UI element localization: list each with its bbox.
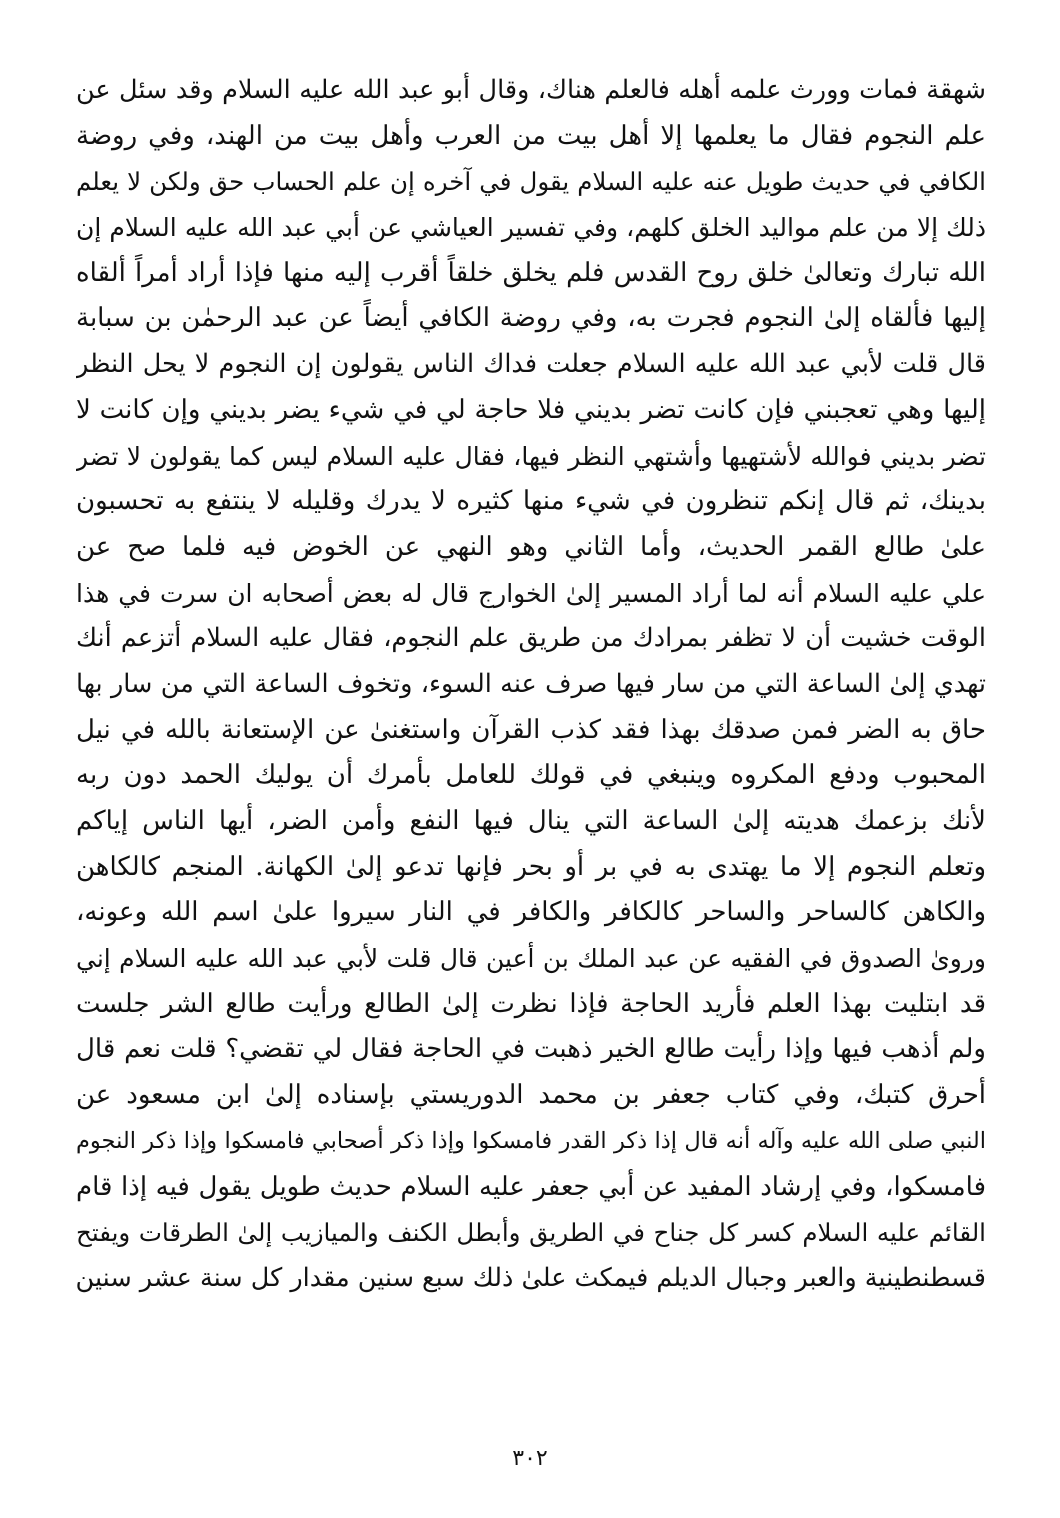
text-line: والكاهن كالساحر والساحر كالكافر والكافر في النار سيروا علىٰ اسم الله وعونه، bbox=[76, 897, 986, 928]
text-line: علي عليه السلام أنه لما أراد المسير إلىٰ الخوارج قال له بعض أصحابه ان سرت في هذا bbox=[76, 578, 986, 608]
text-line: علم النجوم فقال ما يعلمها إلا أهل بيت من العرب وأهل بيت من الهند، وفي روضة bbox=[76, 120, 986, 151]
text-line: الكافي في حديث طويل عنه عليه السلام يقول في آخره إن علم الحساب حق ولكن لا يعلم bbox=[76, 167, 986, 197]
text-line: تضر بديني فوالله لأشتهيها وأشتهي النظر فيها، فقال عليه السلام ليس كما يقولون لا تضر bbox=[76, 441, 986, 471]
text-line: وتعلم النجوم إلا ما يهتدى به في بر أو بحر فإنها تدعو إلىٰ الكهانة. المنجم كالكاهن bbox=[76, 851, 986, 882]
text-line: ورویٰ الصدوق في الفقيه عن عبد الملك بن أعين قال قلت لأبي عبد الله عليه السلام إني bbox=[76, 944, 986, 974]
text-line: الوقت خشيت أن لا تظفر بمرادك من طريق علم النجوم، فقال عليه السلام أتزعم أنك bbox=[76, 623, 986, 654]
text-line: المحبوب ودفع المكروه وينبغي في قولك للعامل بأمرك أن يوليك الحمد دون ربه bbox=[76, 760, 986, 791]
text-line: تهدي إلىٰ الساعة التي من سار فيها صرف عنه السوء، وتخوف الساعة التي من سار بها bbox=[76, 668, 986, 699]
text-line: فامسكوا، وفي إرشاد المفيد عن أبي جعفر عليه السلام حديث طويل يقول فيه إذا قام bbox=[76, 1171, 986, 1202]
text-line: إليها فألقاه إلىٰ النجوم فجرت به، وفي روضة الكافي أيضاً عن عبد الرحمٰن بن سبابة bbox=[76, 303, 986, 334]
text-line: بدينك، ثم قال إنكم تنظرون في شيء منها كثيره لا يدرك وقليله لا ينتفع به تحسبون bbox=[76, 486, 986, 517]
text-line: حاق به الضر فمن صدقك بهذا فقد كذب القرآن واستغنىٰ عن الإستعانة بالله في نيل bbox=[76, 714, 986, 745]
text-line: قال قلت لأبي عبد الله عليه السلام جعلت فداك الناس يقولون إن النجوم لا يحل النظر bbox=[76, 349, 986, 380]
text-line: أحرق كتبك، وفي كتاب جعفر بن محمد الدوريستي بإسناده إلىٰ ابن مسعود عن bbox=[76, 1080, 986, 1111]
text-line: قد ابتليت بهذا العلم فأريد الحاجة فإذا نظرت إلىٰ الطالع ورأيت طالع الشر جلست bbox=[76, 988, 986, 1019]
text-line: علىٰ طالع القمر الحديث، وأما الثاني وهو النهي عن الخوض فيه فلما صح عن bbox=[76, 531, 986, 562]
text-line: الله تبارك وتعالىٰ خلق روح القدس فلم يخلق خلقاً أقرب إليه منها فإذا أراد أمراً ألقاه bbox=[76, 257, 986, 288]
text-line: ذلك إلا من علم مواليد الخلق كلهم، وفي تفسير العياشي عن أبي عبد الله عليه السلام إن bbox=[76, 213, 986, 243]
text-line: القائم عليه السلام كسر كل جناح في الطريق وأبطل الكنف والميازيب إلىٰ الطرقات ويفتح bbox=[76, 1218, 986, 1248]
text-line: النبي صلى الله عليه وآله أنه قال إذا ذكر القدر فامسكوا وإذا ذكر أصحابي فامسكوا وإذا ذكر النجوم bbox=[76, 1127, 986, 1154]
text-line: شهقة فمات وورث علمه أهله فالعلم هناك، وقال أبو عبد الله عليه السلام وقد سئل عن bbox=[76, 75, 986, 105]
body-text bbox=[76, 68, 986, 1302]
text-line: ولم أذهب فيها وإذا رأيت طالع الخير ذهبت في الحاجة فقال لي تقضي؟ قلت نعم قال bbox=[76, 1034, 986, 1065]
text-line: إليها وهي تعجبني فإن كانت تضر بديني فلا حاجة لي في شيء يضر بديني وإن كانت لا bbox=[76, 394, 986, 425]
page-number: ٣٠٢ bbox=[512, 1446, 548, 1471]
text-line: لأنك بزعمك هديته إلىٰ الساعة التي ينال فيها النفع وأمن الضر، أيها الناس إياكم bbox=[76, 806, 986, 836]
text-line: قسطنطينية والعبر وجبال الديلم فيمكث علىٰ ذلك سبع سنين مقدار كل سنة عشر سنين bbox=[76, 1262, 986, 1293]
